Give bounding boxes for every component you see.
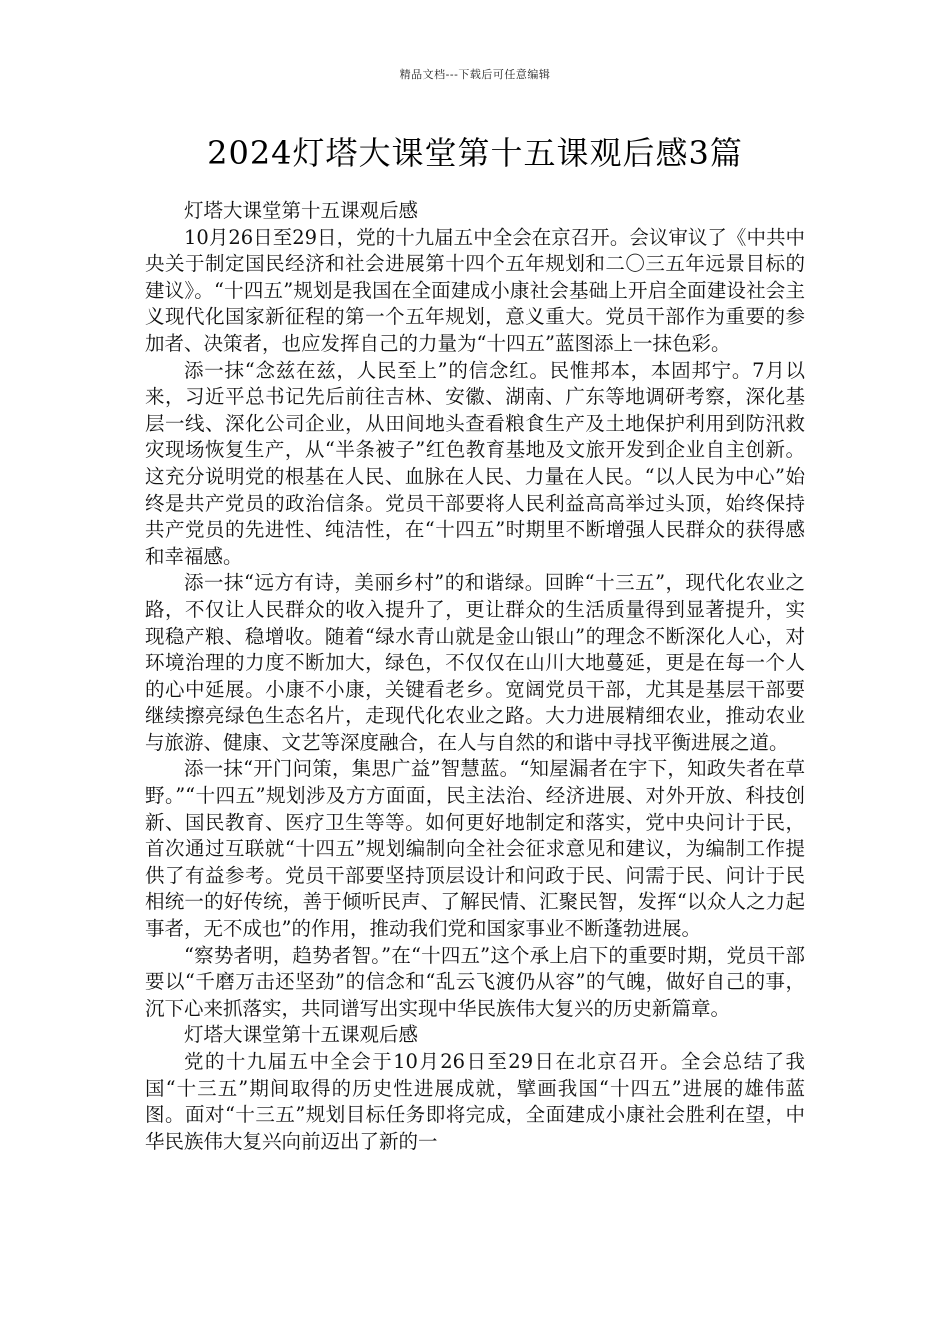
paragraph: “察势者明，趋势者智。”在“十四五”这个承上启下的重要时期，党员干部要以“千磨万击还坚劲”的信念和“乱云飞渡仍从容”的气魄，做好自己的事，沉下心来抓落实，共同谱写出实现中华民族伟大复兴的历史新篇章。	[145, 943, 805, 1020]
paragraph: 添一抹“远方有诗，美丽乡村”的和谐绿。回眸“十三五”，现代化农业之路，不仅让人民群众的收入提升了，更让群众的生活质量得到显著提升，实现稳产粮、稳增收。随着“绿水青山就是金山银山”的理念不断深化人心，对环境治理的力度不断加大，绿色，不仅仅在山川大地蔓延，更是在每一个人的心中延展。小康不小康，关键看老乡。宽阔党员干部，尤其是基层干部要继续擦亮绿色生态名片，走现代化农业之路。大力进展精细农业，推动农业与旅游、健康、文艺等深度融合，在人与自然的和谐中寻找平衡进展之道。	[145, 571, 805, 754]
paragraph: 10月26日至29日，党的十九届五中全会在京召开。会议审议了《中共中央关于制定国民经济和社会进展第十四个五年规划和二〇三五年远景目标的建议》。“十四五”规划是我国在全面建成小康社会基础上开启全面建设社会主义现代化国家新征程的第一个五年规划，意义重大。党员干部作为重要的参加者、决策者，也应发挥自己的力量为“十四五”蓝图添上一抹色彩。	[145, 225, 805, 355]
section-heading: 灯塔大课堂第十五课观后感	[184, 1023, 419, 1047]
page-header: 精品文档---下载后可任意编辑	[399, 68, 551, 81]
paragraph: 党的十九届五中全会于10月26日至29日在北京召开。全会总结了我国“十三五”期间取得的历史性进展成就，擘画我国“十四五”进展的雄伟蓝图。面对“十三五”规划目标任务即将完成，全面建成小康社会胜利在望，中华民族伟大复兴向前迈出了新的一	[145, 1050, 805, 1153]
document-title: 2024灯塔大课堂第十五课观后感3篇	[207, 134, 743, 172]
document-body	[145, 198, 805, 1155]
section-heading: 灯塔大课堂第十五课观后感	[184, 199, 419, 222]
paragraph: 添一抹“念兹在兹，人民至上”的信念红。民惟邦本，本固邦宁。7月以来，习近平总书记先后前往吉林、安徽、湖南、广东等地调研考察，深化基层一线、深化公司企业，从田间地头查看粮食生产及土地保护利用到防汛救灾现场恢复生产，从“半条被子”红色教育基地及文旅开发到企业自主创新。这充分说明党的根基在人民、血脉在人民、力量在人民。“以人民为中心”始终是共产党员的政治信条。党员干部要将人民利益高高举过头顶，始终保持共产党员的先进性、纯洁性，在“十四五”时期里不断增强人民群众的获得感和幸福感。	[145, 358, 805, 568]
paragraph: 添一抹“开门问策，集思广益”智慧蓝。“知屋漏者在宇下，知政失者在草野。”“十四五”规划涉及方方面面，民主法治、经济进展、对外开放、科技创新、国民教育、医疗卫生等等。如何更好地制定和落实，党中央问计于民，首次通过互联就“十四五”规划编制向全社会征求意见和建议，为编制工作提供了有益参考。党员干部要坚持顶层设计和问政于民、问需于民、问计于民相统一的好传统，善于倾听民声、了解民情、汇聚民智，发挥“以众人之力起事者，无不成也”的作用，推动我们党和国家事业不断蓬勃进展。	[145, 757, 805, 941]
